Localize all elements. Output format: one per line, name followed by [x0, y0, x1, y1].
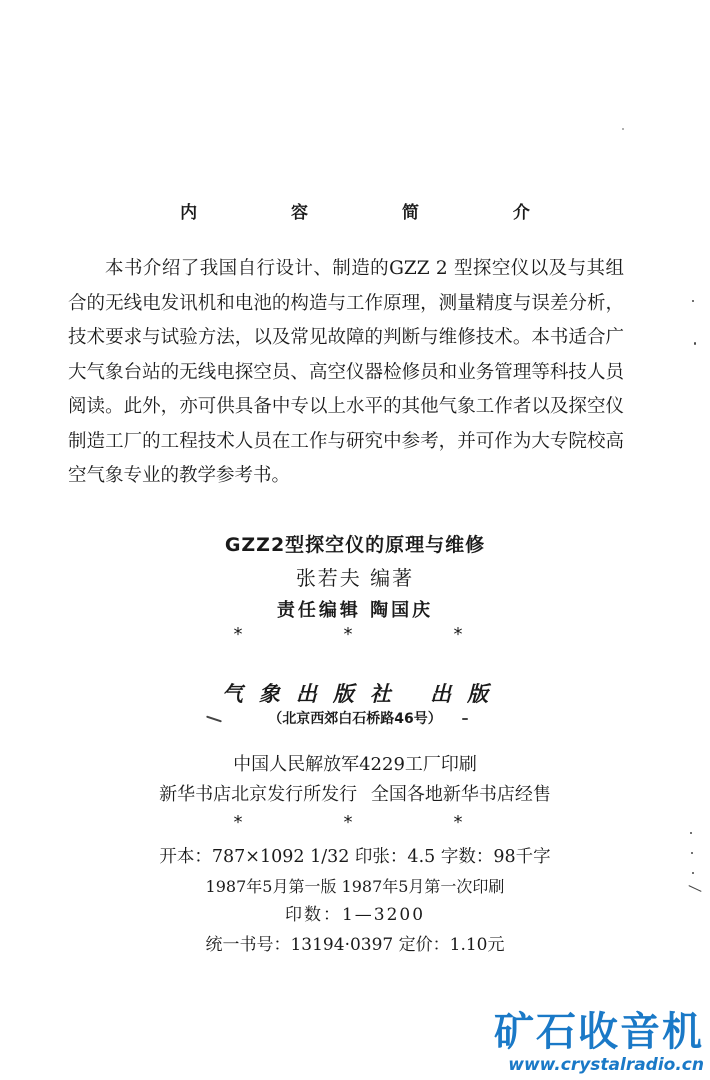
separator-star: * — [453, 812, 463, 833]
publisher-address: （北京西郊白石桥路46号） — [268, 711, 442, 727]
separator-star: * — [233, 812, 243, 833]
site-watermark — [494, 1010, 704, 1076]
scan-speck — [692, 872, 694, 874]
scan-speck — [690, 832, 692, 834]
scan-speck — [694, 342, 696, 345]
watermark-name: 矿石收音机 — [494, 1009, 704, 1055]
watermark-url: www.crystalradio.cn — [508, 1055, 704, 1075]
scan-mark — [462, 718, 468, 720]
separator-row — [228, 812, 468, 833]
scan-speck — [692, 300, 694, 302]
separator-star: * — [233, 624, 243, 645]
scan-speck — [622, 128, 624, 130]
section-heading: 内 容 简 介 — [180, 203, 574, 223]
separator-star: * — [343, 624, 353, 645]
book-title: GZZ2型探空仪的原理与维修 — [224, 534, 486, 556]
scan-speck — [691, 852, 693, 854]
printer-line: 中国人民解放军4229工厂印刷 — [233, 754, 477, 775]
separator-star: * — [453, 624, 463, 645]
author-line: 张若夫 编著 — [295, 566, 415, 590]
separator-star: * — [343, 812, 353, 833]
summary-paragraph: 本书介绍了我国自行设计、制造的GZZ 2 型探空仪以及与其组合的无线电发讯机和电池的构造与工作原理，测量精度与误差分析，技术要求与试验方法，以及常见故障的判断与维修技术。本书适合广大气象台站的无线电探空员、高空仪器检修员和业务管理等科技人员阅读。此外，亦可供具备中专以上水平的其他气象工作者以及探空仪制造工厂的工程技术人员在工作与研究中参考，并可作为大专院校高空气象专业的教学参考书。 — [68, 258, 624, 486]
isbn-price-line: 统一书号：13194·0397 定价：1.10元 — [205, 935, 505, 955]
print-count-line: 印数：1—3200 — [284, 905, 426, 925]
distributor-line: 新华书店北京发行所发行 全国各地新华书店经售 — [159, 784, 551, 805]
format-line: 开本：787×1092 1/32 印张：4.5 字数：98千字 — [159, 847, 551, 867]
separator-row — [228, 624, 468, 645]
editor-line: 责任编辑 陶国庆 — [276, 600, 434, 621]
edition-line: 1987年5月第一版 1987年5月第一次印刷 — [205, 877, 505, 896]
publisher-name: 气象出版社 出版 — [221, 681, 505, 706]
